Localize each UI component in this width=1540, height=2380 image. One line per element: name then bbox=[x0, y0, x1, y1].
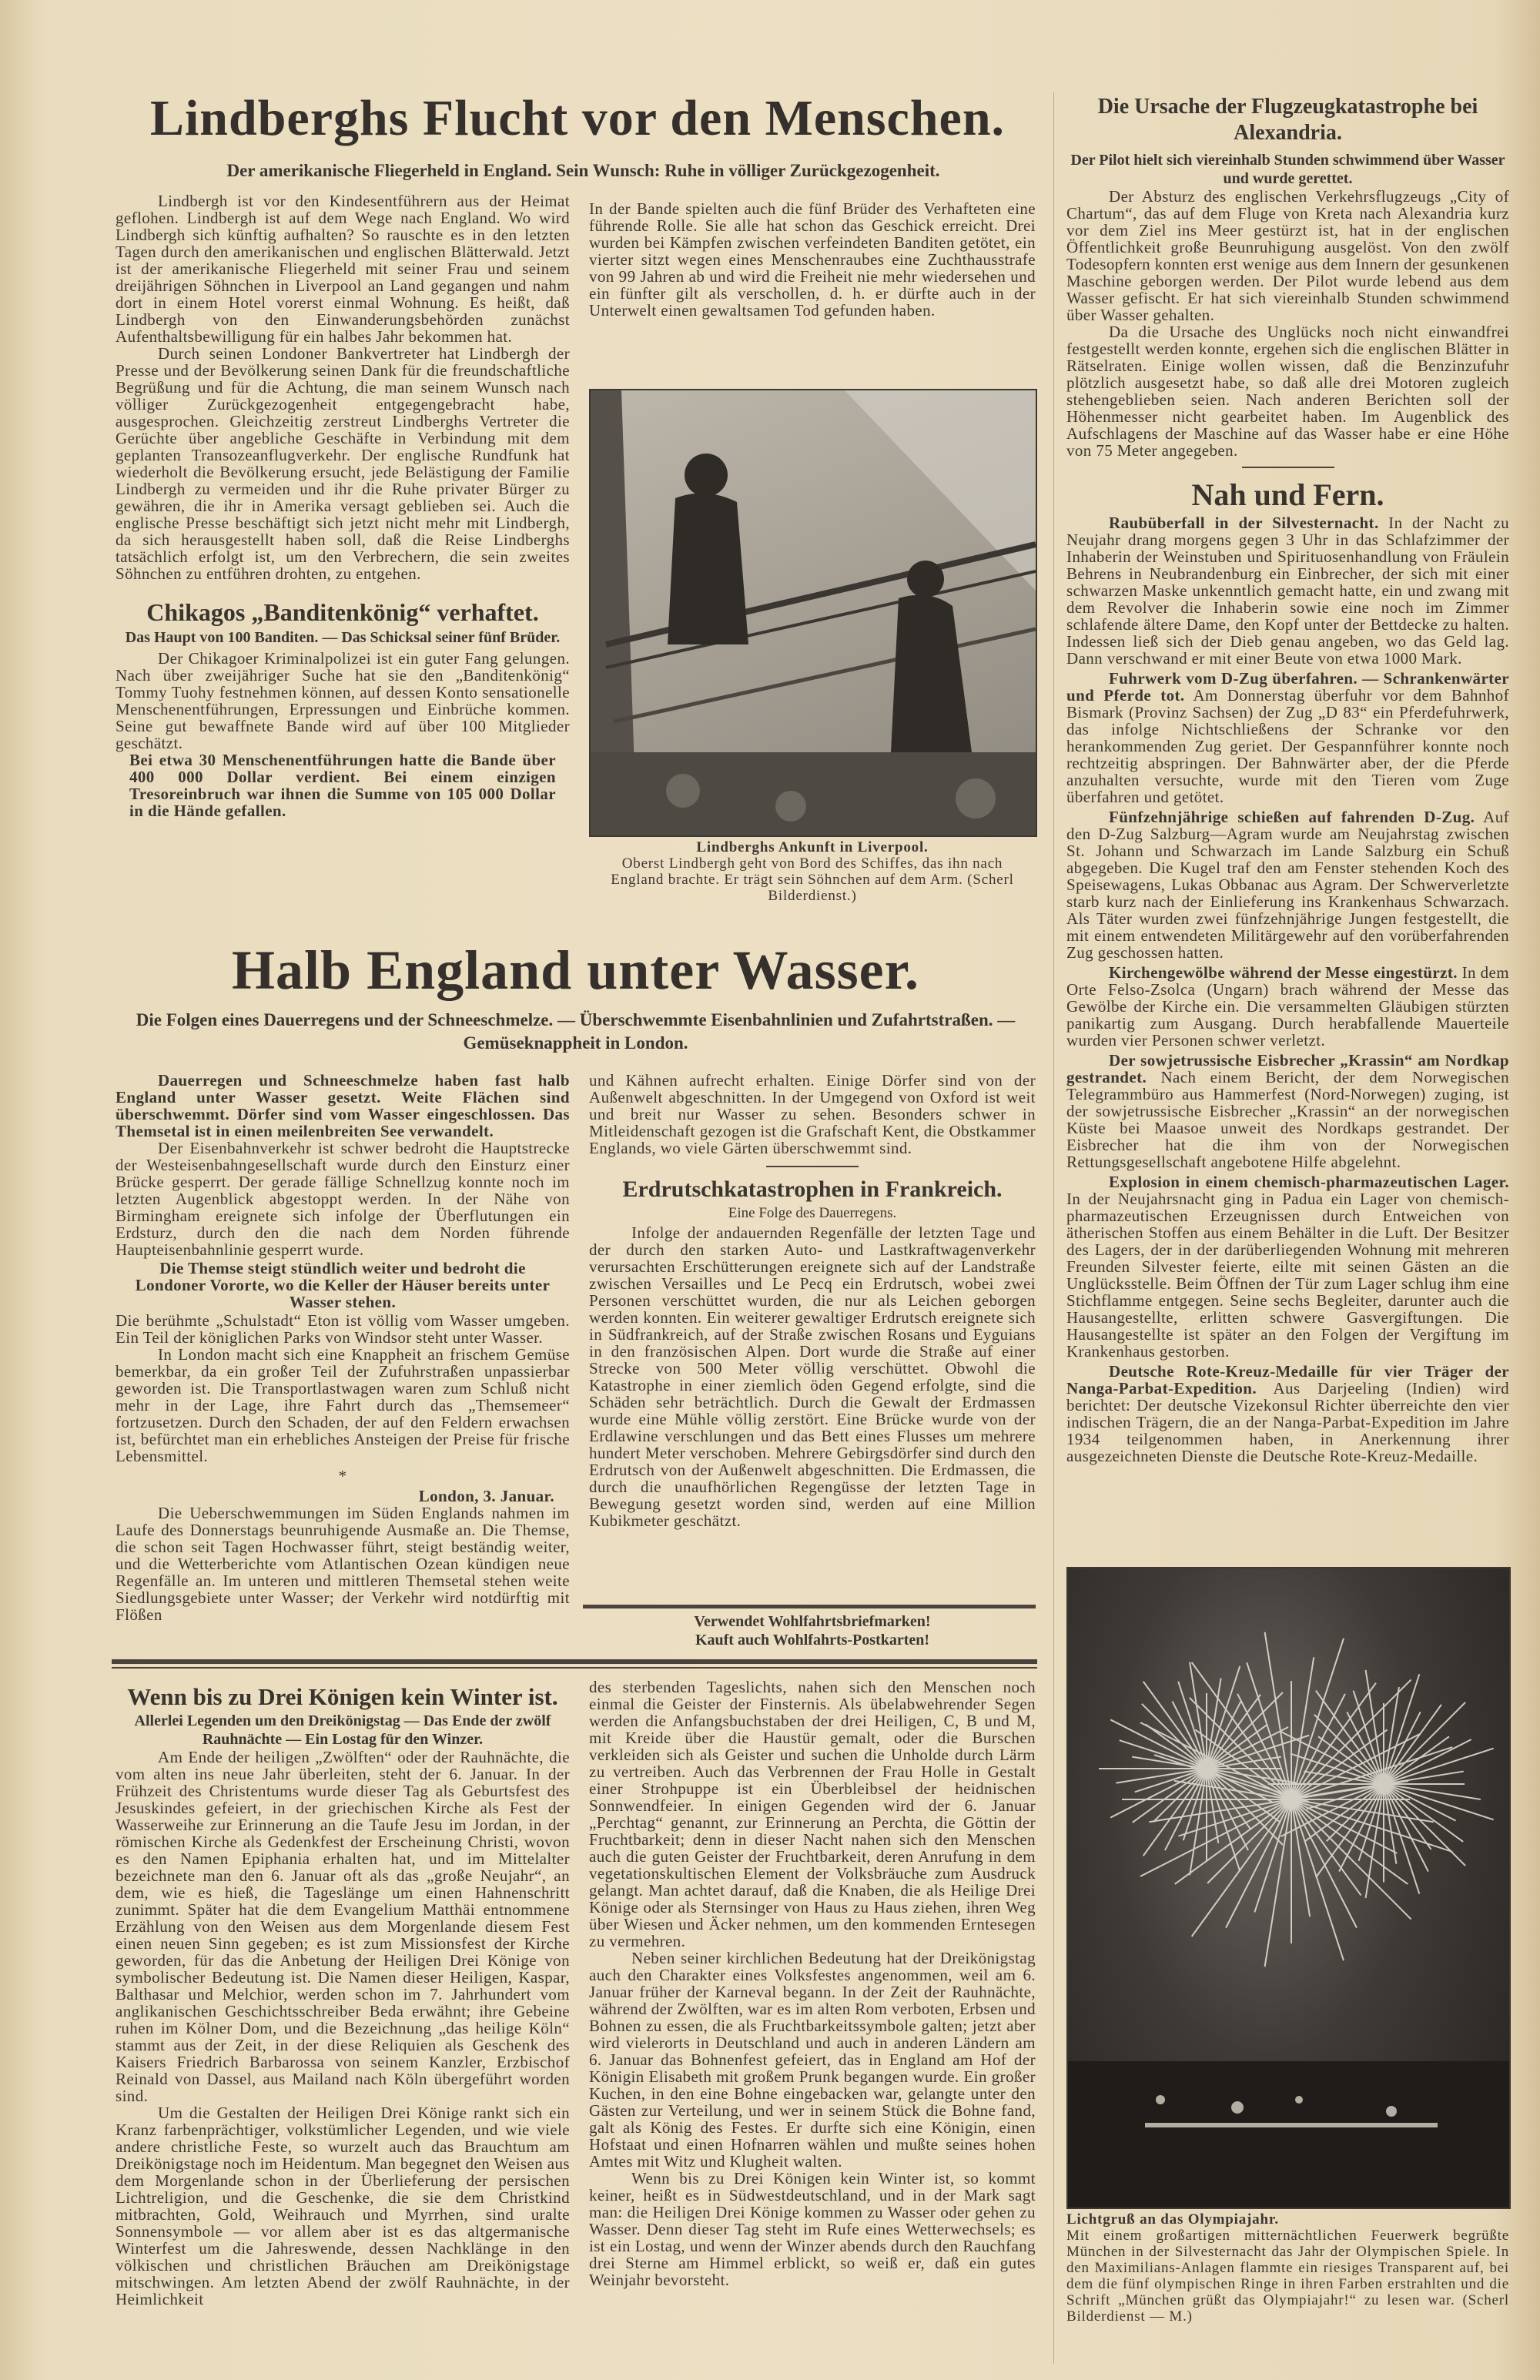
article-paragraph: In der Bande spielten auch die fünf Brüder des Verhafteten eine führende Rolle. Sie alle hat schon das Geschick erreicht. Drei wurden bei Kämpfen zwischen verfeindeten Banditen getötet, ein vierter sitzt wegen eines Menschenraubes eine Zuchthausstrafe von 99 Jahren ab und wird die Freiheit nie mehr wiedersehen und ein fünfter gilt als verschollen, d. h. er dürfte auch in der Unterwelt einen gewaltsamen Tod gefunden haben. bbox=[589, 199, 1036, 320]
news-item-text: In der Neujahrsnacht ging in Padua ein Lager von chemisch-pharmazeutischen Erzeugnissen durch Entweichen von ätherischen Stoffen aus einem Behälter in die Luft. Der Besitzer des Lagers, der in der darüberliegenden Wohnung mit mehreren Freunden Silvester feierte, eilte mit seinen Gästen an die Unglücksstelle. Beim Öffnen der Tür zum Lager schlug ihm eine Stichflamme entgegen. Seine sechs Begleiter, darunter auch die Hausangestellte, erlitten schwere Gasvergiftungen. Die Hausangestellte ist später an den Folgen der Vergiftung im Krankenhaus gestorben. bbox=[1066, 1190, 1509, 1361]
firework-ray bbox=[1207, 1769, 1240, 1871]
news-item-text: In der Nacht zu Neujahr drang morgens gegen 3 Uhr in das Schlafzimmer der Inhaberin der Weinstuben und Spirituosenhandlung von Fräulein Behrens in Neubrandenburg ein Einbrecher, der sich mit einer schwarzen Maske unkenntlich gemacht hatte, ein und zwang mit dem Revolver die Inhaberin sowie eine noch im Zimmer schlafende ältere Dame, den Kopf unter der Bettdecke zu halten. Indessen ließ sich der Dieb genau angeben, wo das Geld lag. Dann verschwand er mit einer Beute von etwa 1000 Mark. bbox=[1066, 514, 1509, 668]
headline-nah-und-fern: Nah und Fern. bbox=[1191, 477, 1384, 512]
photo-caption: Mit einem großartigen mitternächtlichen Feuerwerk begrüßte München in der Silvesternacht das Jahr der Olympischen Spiele. In den Maximilians-Anlagen flammte ein riesiges Transparent auf, bei dem die fünf olympischen Ringe in ihren Farben erstrahlten und die Schrift „München grüßt das Olympiajahr!“ zu lesen war. (Scherl Bilderdienst — M.) bbox=[1066, 2228, 1509, 2325]
photo-lindbergh-illustration bbox=[591, 390, 1036, 835]
news-item-text: Nach einem Bericht, der dem Norwegischen Telegrammbüro aus Hammerfest (Nord-Norwegen) zuging, ist der sowjetrussische Eisbrecher „Krassin“ an der norwegischen Küste bei Maasoe unweit des Nordkaps gestrandet. Der Eisbrecher hat die ihm von der Norwegischen Rettungsgesellschaft angebotene Hilfe abgelehnt. bbox=[1066, 1068, 1509, 1171]
chikago-article-continued bbox=[589, 200, 1036, 319]
firework-ray bbox=[1291, 1683, 1376, 1799]
left-column-top bbox=[116, 192, 570, 819]
section-rule bbox=[112, 1659, 1037, 1664]
subheadline-england: Die Folgen eines Dauerregens und der Schneeschmelze. — Überschwemmte Eisenbahnlinien und Zufahrtstraßen. — Gemüseknappheit in London. bbox=[136, 1010, 1016, 1053]
firework-ray bbox=[1384, 1674, 1419, 1784]
news-item-lead: Fuhrwerk vom D-Zug überfahren. — Schrankenwärter und Pferde tot. bbox=[1066, 669, 1509, 705]
middle-column-england bbox=[589, 1072, 1036, 1529]
news-item bbox=[1066, 670, 1509, 805]
firework-ray bbox=[1384, 1784, 1431, 1849]
firework-ray bbox=[1207, 1692, 1283, 1769]
news-item bbox=[1066, 808, 1509, 961]
firework-ray bbox=[1384, 1736, 1449, 1784]
photo-lindbergh-caption-block bbox=[589, 839, 1036, 904]
chikago-article bbox=[116, 596, 570, 819]
headline-frankreich: Erdrutschkatastrophen in Frankreich. bbox=[622, 1177, 1003, 1202]
article-paragraph: Da die Ursache des Unglücks noch nicht einwandfrei festgestellt werden konnte, ergehen sich die englischen Blätter in Rätselraten. Einige wollen wissen, daß die Benzinzufuhr plötzlich ausgesetzt habe, so daß alle drei Motoren zugleich stehengeblieben seien. Nach anderen Berichten soll der Höhenmesser nicht gearbeitet haben. Im Augenblick des Aufschlagens der Maschine auf das Wasser habe er eine Höhe von 75 Meter angegeben. bbox=[1066, 323, 1509, 460]
dreikoenige-article bbox=[116, 1682, 570, 2308]
article-paragraph: Um die Gestalten der Heiligen Drei Könige rankt sich ein Kranz farbenprächtiger, volkstümlicher Legenden, und wie viele andere christliche Feste, so wurzelt auch das Brauchtum am Dreikönigstage noch im Heidentum. Man begegnet den Weisen aus dem Morgenlande schon in der Überlieferung der persischen Lichtreligion, und die Geschenke, die sie dem Christkind mitbrachten, Gold, Weihrauch und Myrrhen, sind uralte Sonnensymbole — vor allem aber ist es das altgermanische Winterfest um die Jahreswende, dessen Nachklänge in den völkischen und christlichen Bräuchen am Dreikönigstage mitschwingen. Am letzten Abend der zwölf Rauhnächte, in der Heimlichkeit bbox=[116, 2104, 570, 2308]
article-paragraph: Infolge der andauernden Regenfälle der letzten Tage und der durch den starken Auto- und Lastkraftwagenverkehr verursachten Erschütterungen ereignete sich auf der Landstraße zwischen Versailles und Le Pecq ein Erdrutsch, wobei zwei Personen verschüttet wurden, die nur als Leichen geborgen werden konnten. Ein weiterer gewaltiger Erdrutsch ereignete sich in Südfrankreich, auf der Straße zwischen Rosans und Eyguians in den französischen Alpen. Dort wurde die Straße auf einer Strecke von 500 Meter völlig verschüttet. Obwohl die Katastrophe in einer ziemlich öden Gegend erfolgte, sind die Schäden sehr beträchtlich. Durch die Gewalt der Erdmassen wurde eine Mühle völlig zerstört. Eine Brücke wurde von der Erdlawine verschlungen und das Bett eines Flusses um mehrere hundert Meter verschoben. Mehrere Gebirgsdörfer sind durch den Erdrutsch von der Außenwelt abgeschnitten. Die Erdmassen, die durch die unaufhörlichen Regengüsse der letzten Tage in Bewegung gesetzt worden sind, werden auf eine Million Kubikmeter geschätzt. bbox=[589, 1223, 1036, 1530]
divider bbox=[1242, 467, 1334, 468]
column-rule bbox=[1053, 92, 1054, 2364]
article-paragraph: Der Eisenbahnverkehr ist schwer bedroht die Hauptstrecke der Westeisenbahngesellschaft wurde durch den Einsturz einer Brücke gesperrt. Der gerade fällige Schnellzug konnte noch im letzten Augenblick abgestoppt werden. In der Nähe von Birmingham ereignete sich infolge der Überflutungen ein Erdsturz, durch den die nach dem Norden führende Haupteisenbahnlinie gesperrt wurde. bbox=[116, 1139, 570, 1259]
lindbergh-article bbox=[116, 192, 570, 582]
article-paragraph-bold: Dauerregen und Schneeschmelze haben fast halb England unter Wasser gesetzt. Weite Flächen sind überschwemmt. Dörfer sind vom Wasser eingeschlossen. Das Themsetal ist in einen meilenbreiten See verwandelt. bbox=[116, 1071, 570, 1140]
headline-alexandria: Die Ursache der Flugzeugkatastrophe bei Alexandria. bbox=[1097, 95, 1478, 145]
photo-title: Lindberghs Ankunft in Liverpool. bbox=[696, 839, 929, 855]
article-paragraph: und Kähnen aufrecht erhalten. Einige Dörfer sind von der Außenwelt abgeschnitten. In der Umgegend von Oxford ist weit und breit nur Wasser zu sehen. Besonders schwer in Mitleidenschaft gezogen ist die Grafschaft Kent, die Obstkammer Englands, wo viele Gärten überschwemmt sind. bbox=[589, 1071, 1036, 1157]
article-paragraph: Durch seinen Londoner Bankvertreter hat Lindbergh der Presse und der Bevölkerung seinen Dank für die freundschaftliche Begrüßung und für die Achtung, die man seinem Wunsch nach völliger Zurückgezogenheit entgegengebracht habe, ausgesprochen. Gleichzeitig zerstreut Lindberghs Vertreter die Gerüchte über angebliche Geschäfte in Verbindung mit dem geplanten Transozeanflugverkehr. Der englische Rundfunk hat wiederholt die Bevölkerung ersucht, jede Belästigung der Familie Lindbergh zu vermeiden und ihr die Ruhe privater Bürger zu gewähren, die ihr in Amerika versagt geblieben sei. Auch die englische Presse beschäftigt sich jetzt nicht mehr mit Lindbergh, da sich herausgestellt haben soll, daß die Reise Lindberghs tatsächlich erfolgt ist, um den Verbrechern, die sein zweites Söhnchen zu entführen drohten, zu entgehen. bbox=[116, 344, 570, 583]
subheadline-chikago: Das Haupt von 100 Banditen. — Das Schicksal seiner fünf Brüder. bbox=[125, 629, 561, 646]
news-item bbox=[1066, 1173, 1509, 1360]
firework-ray bbox=[1354, 1691, 1384, 1784]
news-item-text: Am Donnerstag überfuhr vor dem Bahnhof Bismark (Provinz Sachsen) der Zug „D 83“ ein Pferdefuhrwerk, das infolge Nichtschließens der Schranke vor den herankommenden Zug geriet. Der Gespannführer konnte noch rechtzeitig abspringen. Der Bahnwärter aber, der die Pferde anzuhalten versuchte, wurde mit den Tieren vom Zuge überfahren und getötet. bbox=[1066, 686, 1509, 806]
subheadline-lindbergh: Der amerikanische Fliegerheld in England. Sein Wunsch: Ruhe in völliger Zurückgezogenheit. bbox=[226, 161, 940, 180]
article-paragraph: Am Ende der heiligen „Zwölften“ oder der Rauhnächte, die vom alten ins neue Jahr überleiten, steht der 6. Januar. In der Frühzeit des Christentums wurde dieser Tag als Geburtsfest des Jesuskindes gefeiert, in der griechischen Kirche als Fest der Wasserweihe zur Erinnerung an die Taufe Jesu im Jordan, in der römischen Kirche als Gedenkfest der Erscheinung Christi, wovon es den Namen Epiphania erhalten hat, und im Mittelalter bezeichnete man den 6. Januar oft als das „große Neujahr“, an dem, wie es hieß, die Tageslänge um einen Hahnenschritt zunimmt. Später hat die dem Evangelium Matthäi entnommene Erzählung von den Weisen aus dem Morgenlande diesem Fest einen neuen Sinn gegeben; es ist zum Missionsfest der Kirche geworden, für das die Anbetung der Heiligen Drei Könige von symbolischer Bedeutung ist. Die Namen dieser Heiligen, Kaspar, Balthasar und Melchior, werden schon im 7. Jahrhundert vom anglikanischen Geschichtsschreiber Beda erwähnt; ihre Gebeine ruhen im Kölner Dom, und die Bezeichnung „das heilige Köln“ stammt aus der Zeit, in der diese Reliquien als Geschenk des Kaisers Friedrich Barbarossa von seinem Kanzler, Erzbischof Reinald von Dassel, aus Mailand nach Köln übergeführt worden sind. bbox=[116, 1748, 570, 2105]
banner-line: Verwendet Wohlfahrtsbriefmarken! bbox=[694, 1613, 931, 1630]
headline-dreikoenige: Wenn bis zu Drei Königen kein Winter ist. bbox=[127, 1683, 558, 1710]
article-paragraph: Lindbergh ist vor den Kindesentführern aus der Heimat geflohen. Lindbergh ist auf dem Wege nach England. Wo wird Lindbergh sich künftig aufhalten? So rauschte es in den letzten Tagen durch den amerikanischen und englischen Blätterwald. Jetzt ist der amerikanische Fliegerheld mit seiner Frau und seinem dreijährigen Söhnchen in Liverpool an Land gegangen und nahm dort in einem Hotel vorerst einmal Wohnung. Es heißt, daß Lindbergh von den Einwanderungsbehörden zunächst Aufenthaltsbewilligung für ein halbes Jahr bekommen hat. bbox=[116, 192, 570, 346]
article-paragraph-bold: Bei etwa 30 Menschenentführungen hatte die Bande über 400 000 Dollar verdient. Bei einem einzigen Tresoreinbruch war ihnen die Summe von 105 000 Dollar in die Hände gefallen. bbox=[129, 751, 556, 820]
news-item-text: Aus Darjeeling (Indien) wird berichtet: Der deutsche Vizekonsul Richter überreichte den vier indischen Trägern, die an der Nanga-Parbat-Expedition im Jahre 1934 teilgenommen haben, in Anerkennung ihrer ausgezeichneten Dienste die Deutsche Rote-Kreuz-Medaille. bbox=[1066, 1379, 1509, 1465]
news-item bbox=[1066, 514, 1509, 667]
firework-ray bbox=[1314, 1715, 1384, 1784]
article-highlight: Die Themse steigt stündlich weiter und bedroht die Londoner Vororte, wo die Keller der Häuser bereits unter Wasser stehen. bbox=[135, 1259, 551, 1311]
news-item bbox=[1066, 1052, 1509, 1170]
england-article-continued bbox=[589, 1072, 1036, 1157]
section-rule-thin bbox=[112, 1667, 1037, 1669]
fireworks-illustration bbox=[1068, 1568, 1509, 2208]
article-paragraph: Wenn bis zu Drei Königen kein Winter ist, so kommt keiner, heißt es in Südwestdeutschland, und in der Mark sagt man: die Heiligen Drei Könige kommen zu Wasser oder gehen zu Wasser. Denn dieser Tag steht im Rufe eines Wetterwechsels; es ist ein Lostag, und wenn der Winzer abends durch den Rauchfang drei Sterne am Himmel erblickt, so weiß er, daß ein gutes Weinjahr bevorsteht. bbox=[589, 2169, 1036, 2289]
headline-england: Halb England unter Wasser. bbox=[232, 939, 919, 1001]
firework-ray bbox=[1318, 1736, 1384, 1784]
firework-ray bbox=[1384, 1784, 1494, 1819]
nah-und-fern-section bbox=[1066, 476, 1509, 1464]
photo-caption: Oberst Lindbergh geht von Bord des Schiffes, das ihn nach England brachte. Er trägt sein Söhnchen auf dem Arm. (Scherl Bilderdienst.) bbox=[611, 855, 1014, 904]
article-paragraph: Neben seiner kirchlichen Bedeutung hat der Dreikönigstag auch den Charakter eines Volksfestes angenommen, weil am 6. Januar früher der Karneval begann. In der Zeit der Rauhnächte, während der Zwölften, war es im alten Rom verboten, Erbsen und Bohnen zu essen, die als Fruchtbarkeitssymbole galten; jetzt aber wird vielerorts in Deutschland und auch in anderen Ländern am 6. Januar das Bohnenfest gefeiert, das in England am Hof der Königin Elisabeth mit großem Prunk begangen wurde. Ein großer Kuchen, in den eine Bohne eingebacken war, gelangte unter den Gästen zur Verteilung, und wer in seinem Stück die Bohne fand, galt als König des Festes. Er durfte sich eine Königin, einen Hofstaat und einen Hofnarren wählen und mußte seines hohen Amtes mit Witz und Klugheit walten. bbox=[589, 1949, 1036, 2171]
news-item-lead: Explosion in einem chemisch-pharmazeutischen Lager. bbox=[1109, 1173, 1509, 1191]
article-paragraph: Der Chikagoer Kriminalpolizei ist ein guter Fang gelungen. Nach über zweijähriger Suche hat sie den „Banditenkönig“ Tommy Tuohy festnehmen können, auf dessen Konto sensationelle Menschenentführungen, Erpressungen und Einbrüche kommen. Seine gut bewaffnete Bande wird auf über 100 Mitglieder geschätzt. bbox=[116, 649, 570, 752]
england-article bbox=[116, 1072, 570, 1623]
article-paragraph: Die berühmte „Schulstadt“ Eton ist völlig vom Wasser umgeben. Ein Teil der königlichen Parks von Windsor steht unter Wasser. bbox=[116, 1311, 570, 1347]
news-item bbox=[1066, 964, 1509, 1049]
article-paragraph: Der Absturz des englischen Verkehrsflugzeugs „City of Chartum“, das auf dem Fluge von Kreta nach Alexandria kurz vor dem Ziel ins Meer gestürzt ist, hat in der englischen Öffentlichkeit große Beunruhigung ausgelöst. Von den zwölf Todesopfern konnten erst wenige aus dem Innern der gesunkenen Maschine geborgen werden. Der Pilot wurde lebend aus dem Wasser gefischt. Er hat sich viereinhalb Stunden schwimmend über Wasser gehalten. bbox=[1066, 187, 1509, 324]
article-paragraph: In London macht sich eine Knappheit an frischem Gemüse bemerkbar, da ein großer Teil der Zufuhrstraßen unpassierbar geworden ist. Die Transportlastwagen waren zum Schluß nicht mehr in der Lage, ihre Fahrt durch das „Themsemeer“ fortzusetzen. Durch den Schaden, der auf den Feldern erwachsen ist, befürchtet man ein erhebliches Ansteigen der Preise für frische Lebensmittel. bbox=[116, 1345, 570, 1465]
firework-ray bbox=[1384, 1702, 1465, 1784]
news-item-text: In dem Orte Felso-Zsolca (Ungarn) brach während der Messe das Gewölbe der Kirche ein. Die versammelten Gläubigen stürzten panikartig zum Ausgang. Durch herabfallende Mauerteile wurden vier Personen schwer verletzt. bbox=[1066, 963, 1509, 1049]
welfare-stamp-banner bbox=[589, 1612, 1036, 1649]
firework-ray bbox=[1291, 1799, 1408, 1884]
firework-ray bbox=[1291, 1754, 1384, 1784]
right-column-top bbox=[1066, 94, 1509, 1468]
news-item-lead: Raubüberfall in der Silvesternacht. bbox=[1109, 514, 1379, 532]
banner-line: Kauft auch Wohlfahrts-Postkarten! bbox=[695, 1632, 930, 1649]
dateline-text: London, 3. Januar. bbox=[418, 1487, 554, 1505]
frankreich-article bbox=[589, 1177, 1036, 1529]
photo-olympia-caption-block bbox=[1066, 2211, 1509, 2325]
firework-ray bbox=[1384, 1749, 1494, 1784]
firework-ray bbox=[1207, 1666, 1240, 1769]
article-paragraph: Die Ueberschwemmungen im Süden Englands nahmen im Laufe des Donnerstags beunruhigende Ausmaße an. Die Themse, die schon seit Tagen Hochwasser führt, steigt beständig weiter, und die Wetterberichte vom Atlantischen Ozean kündigen neue Regenfälle an. Im unteren und mittleren Themsetal stehen weite Siedlungsgebiete unter Wasser; der Verkehr wird notdürftig mit Flößen bbox=[116, 1504, 570, 1624]
subheadline-frankreich: Eine Folge des Dauerregens. bbox=[728, 1205, 897, 1221]
banner-rule-top bbox=[583, 1605, 1036, 1608]
alexandria-article bbox=[1066, 94, 1509, 468]
divider bbox=[766, 1166, 859, 1167]
photo-lindbergh-arrival bbox=[589, 389, 1037, 837]
photo-olympia-fireworks bbox=[1066, 1567, 1511, 2209]
article-paragraph: des sterbenden Tageslichts, nahen sich den Menschen noch einmal die Geister der Finsternis. Als übelabwehrender Segen werden die Anfangsbuchstaben der drei Heiligen, C, B und M, mit Kreide über die Haustür gemalt, oder die Burschen verkleiden sich als Geister und suchen die Unholde durch Lärm zu vertreiben. Auch das Verbrennen der Frau Holle in Gestalt einer Strohpuppe ist ein Überbleibsel der heidnischen Sonnwendfeier. In einigen Gegenden wird der 6. Januar „Perchtag“ genannt, zur Erinnerung an Perchta, die Göttin der Fruchtbarkeit; denn in dieser Nacht nahen sich den Menschen auch die guten Geister der Fruchtbarkeit, deren Anrufung in dem vegetationskultischen Element der Volksbräuche zum Ausdruck gelangt. Man achtet darauf, daß die Knaben, die als Heilige Drei Könige oder als Sternsinger von Haus zu Haus ziehen, ihren Weg über Wiesen und Äcker nehmen, um den kommenden Erntesegen zu vermehren. bbox=[589, 1678, 1036, 1950]
firework-ray bbox=[1143, 1682, 1207, 1769]
firework-ray bbox=[1291, 1799, 1344, 1960]
firework-ray bbox=[1316, 1784, 1384, 1877]
news-item-lead: Deutsche Rote-Kreuz-Medaille für vier Träger der Nanga-Parbat-Expedition. bbox=[1066, 1362, 1509, 1398]
news-item-lead: Fünfzehnjährige schießen auf fahrenden D-Zug. bbox=[1109, 808, 1475, 826]
separator-star: * bbox=[338, 1467, 347, 1485]
dreikoenige-article-continued bbox=[589, 1679, 1036, 2288]
news-item-lead: Kirchengewölbe während der Messe eingestürzt. bbox=[1109, 963, 1458, 982]
subheadline-dreikoenige: Allerlei Legenden um den Dreikönigstag — Das Ende der zwölf Rauhnächte — Ein Lostag für den Winzer. bbox=[134, 1712, 551, 1748]
firework-ray bbox=[1207, 1736, 1309, 1769]
firework-ray bbox=[1207, 1724, 1267, 1769]
news-item-text: Auf den D-Zug Salzburg—Agram wurde am Neujahrstag zwischen St. Johann und Schwarzach im Lande Salzburg ein Schuß abgegeben. Die Kugel traf den am Fenster stehenden Koch des Speisewagens, Lukas Obbanac aus Agram. Der Schwerverletzte starb kurz nach der Einlieferung ins Krankenhaus Schwarzach. Als Täter wurden zwei fünfzehnjährige Jungen festgestellt, die mit einem entwendeten Militärgewehr auf den vorüberfahrenden Zug geschossen hatten. bbox=[1066, 808, 1509, 962]
news-item bbox=[1066, 1363, 1509, 1464]
news-item-lead: Der sowjetrussische Eisbrecher „Krassin“ am Nordkap gestrandet. bbox=[1066, 1051, 1509, 1086]
photo-title: Lichtgruß an das Olympiajahr. bbox=[1066, 2211, 1279, 2228]
headline-lindbergh: Lindberghs Flucht vor den Menschen. bbox=[149, 90, 1006, 146]
headline-chikago: Chikagos „Banditenkönig“ verhaftet. bbox=[146, 598, 539, 626]
subheadline-alexandria: Der Pilot hielt sich viereinhalb Stunden schwimmend über Wasser und wurde gerettet. bbox=[1070, 152, 1505, 187]
dateline bbox=[116, 1488, 570, 1505]
nah-und-fern-items bbox=[1066, 514, 1509, 1464]
firework-ray bbox=[1384, 1705, 1441, 1784]
